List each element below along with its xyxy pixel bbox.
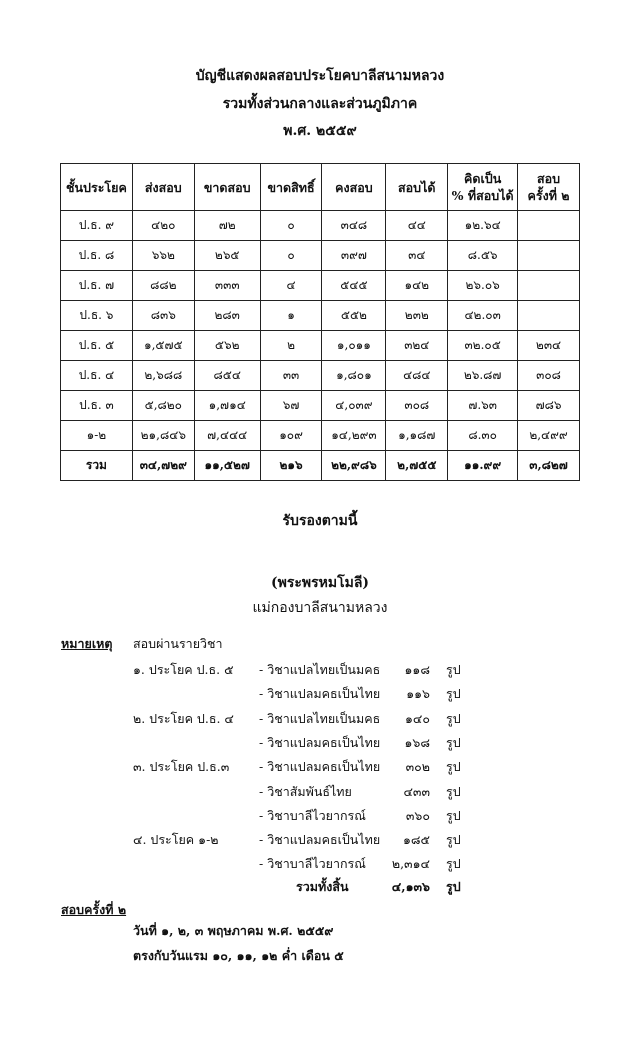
remarks-count: ๑๘๕: [402, 832, 430, 847]
table-cell: ๘๓๖: [132, 301, 194, 331]
document-subtitle: รวมทั้งส่วนกลางและส่วนภูมิภาค: [222, 96, 418, 112]
table-cell: ๓,๘๒๗: [518, 451, 580, 481]
table-cell: ๐: [260, 211, 322, 241]
table-cell: ๑,๗๑๔: [194, 391, 260, 421]
table-cell: ๒๒,๙๘๖: [322, 451, 386, 481]
table-cell: ป.ธ. ๘: [61, 241, 133, 271]
remarks-subject: - วิชาแปลไทยเป็นมคธ: [259, 711, 381, 726]
table-cell: ๘๕๔: [194, 361, 260, 391]
second-exam-lunar: ตรงกับวันแรม ๑๐, ๑๑, ๑๒ ค่ำ เดือน ๕: [133, 948, 344, 963]
remarks-unit: รูป: [446, 759, 461, 774]
remarks-group-label: ๔. ประโยค ๑-๒: [133, 832, 219, 847]
table-row: [61, 211, 580, 241]
header-cell: คิดเป็น % ที่สอบได้: [448, 164, 518, 211]
remarks-total-count: ๔,๑๓๖: [391, 879, 430, 894]
table-cell: ๓๒๔: [386, 331, 448, 361]
remarks-count: ๑๑๖: [406, 686, 430, 701]
remarks-unit: รูป: [446, 662, 461, 677]
table-header-row: [61, 164, 580, 211]
remarks-count: ๑๑๘: [404, 662, 430, 677]
table-cell: ๔๘๔: [386, 361, 448, 391]
remarks-total-unit: รูป: [446, 879, 461, 894]
table-cell: ๒๑,๘๔๖: [132, 421, 194, 451]
remarks-subject: - วิชาบาลีไวยากรณ์: [259, 856, 366, 871]
table-row: [61, 331, 580, 361]
remarks-subject: - วิชาแปลมคธเป็นไทย: [259, 735, 381, 750]
table-cell: ๑๔,๒๙๓: [322, 421, 386, 451]
table-cell: ๖๗: [260, 391, 322, 421]
table-cell: ๕๖๒: [194, 331, 260, 361]
table-cell: ๓๓๓: [194, 271, 260, 301]
remarks-label: หมายเหตุ: [61, 636, 113, 651]
table-cell: ๗.๖๓: [448, 391, 518, 421]
table-cell: ๓๔,๗๒๙: [132, 451, 194, 481]
table-row: [61, 241, 580, 271]
table-cell: ๑๑,๕๒๗: [194, 451, 260, 481]
table-body: [61, 211, 580, 481]
signer-position: แม่กองบาลีสนามหลวง: [252, 600, 388, 616]
table-cell: ๗๒: [194, 211, 260, 241]
table-cell: ๑-๒: [61, 421, 133, 451]
remarks-group-label: ๑. ประโยค ป.ธ. ๕: [133, 662, 234, 677]
table-cell: ๔๒.๐๓: [448, 301, 518, 331]
table-cell: ป.ธ. ๓: [61, 391, 133, 421]
table-cell: ๓๐๘: [386, 391, 448, 421]
remarks-count: ๑๖๘: [404, 735, 430, 750]
table-row: [61, 421, 580, 451]
table-cell: ๒๓๒: [386, 301, 448, 331]
remarks-group-label: ๒. ประโยค ป.ธ. ๔: [133, 711, 234, 726]
table-cell: ๘.๓๐: [448, 421, 518, 451]
remarks-unit: รูป: [446, 735, 461, 750]
table-cell: ๒๖.๐๖: [448, 271, 518, 301]
table-cell: ๑๒.๖๔: [448, 211, 518, 241]
table-cell: ๑,๐๑๑: [322, 331, 386, 361]
remarks-count: ๒,๓๑๔: [391, 856, 430, 871]
remarks-count: ๔๓๓: [403, 784, 430, 799]
table-row: [61, 301, 580, 331]
table-row: [61, 271, 580, 301]
remarks-subject: - วิชาแปลไทยเป็นมคธ: [259, 662, 381, 677]
header-cell: ชั้นประโยค: [61, 164, 133, 211]
table-cell: ๓๐๘: [518, 361, 580, 391]
remarks-unit: รูป: [446, 832, 461, 847]
table-cell: ๒,๗๕๕: [386, 451, 448, 481]
results-table: [60, 163, 580, 481]
table-cell: ป.ธ. ๗: [61, 271, 133, 301]
table-cell: ๑๐๙: [260, 421, 322, 451]
table-cell: ๒๖.๘๗: [448, 361, 518, 391]
table-cell: ๒,๔๙๙: [518, 421, 580, 451]
table-cell: ๑,๘๐๑: [322, 361, 386, 391]
remarks-unit: รูป: [446, 686, 461, 701]
table-cell: ๖๖๒: [132, 241, 194, 271]
remarks-count: ๓๖๐: [405, 808, 430, 823]
table-cell: ๘๘๒: [132, 271, 194, 301]
table-cell: ๗,๔๔๔: [194, 421, 260, 451]
header-cell: สอบได้: [386, 164, 448, 211]
table-cell: ๔,๐๓๙: [322, 391, 386, 421]
remarks-count: ๑๔๐: [404, 711, 430, 726]
table-cell: ๒,๖๘๘: [132, 361, 194, 391]
table-cell: ป.ธ. ๔: [61, 361, 133, 391]
table-cell: ๓๓: [260, 361, 322, 391]
second-exam-label: สอบครั้งที่ ๒: [61, 902, 127, 917]
table-cell: ๑๔๒: [386, 271, 448, 301]
header-cell: สอบ ครั้งที่ ๒: [518, 164, 580, 211]
table-cell: ๑: [260, 301, 322, 331]
table-cell: ป.ธ. ๕: [61, 331, 133, 361]
table-row: [61, 361, 580, 391]
remarks-unit: รูป: [446, 808, 461, 823]
table-cell: ๕๕๒: [322, 301, 386, 331]
header-cell: ส่งสอบ: [132, 164, 194, 211]
remarks-intro: สอบผ่านรายวิชา: [133, 636, 223, 651]
table-cell: ๓๙๗: [322, 241, 386, 271]
remarks-subject: - วิชาแปลมคธเป็นไทย: [259, 832, 381, 847]
table-cell: [518, 301, 580, 331]
table-cell: ๔: [260, 271, 322, 301]
table-cell: ๒๖๕: [194, 241, 260, 271]
header-cell: ขาดสิทธิ์: [260, 164, 322, 211]
header-cell: ขาดสอบ: [194, 164, 260, 211]
table-cell: [518, 211, 580, 241]
remarks-subject: - วิชาแปลมคธเป็นไทย: [259, 686, 381, 701]
remarks-unit: รูป: [446, 856, 461, 871]
remarks-group-label: ๓. ประโยค ป.ธ.๓: [133, 759, 230, 774]
header-cell: คงสอบ: [322, 164, 386, 211]
table-cell: ๔๔: [386, 211, 448, 241]
table-cell: ๑,๑๘๗: [386, 421, 448, 451]
table-cell: ๒๘๓: [194, 301, 260, 331]
document-year: พ.ศ. ๒๕๕๙: [283, 123, 357, 139]
table-cell: ๒: [260, 331, 322, 361]
second-exam-date: วันที่ ๑, ๒, ๓ พฤษภาคม พ.ศ. ๒๕๕๙: [133, 923, 334, 938]
signer-name: (พระพรหมโมลี): [270, 575, 370, 591]
remarks-subject: - วิชาแปลมคธเป็นไทย: [259, 759, 381, 774]
table-cell: รวม: [61, 451, 133, 481]
table-cell: ๒๑๖: [260, 451, 322, 481]
table-cell: ๓๒.๐๕: [448, 331, 518, 361]
table-row: [61, 391, 580, 421]
remarks-subject: - วิชาสัมพันธ์ไทย: [259, 784, 352, 799]
table-cell: ๑,๕๗๕: [132, 331, 194, 361]
table-cell: ๒๓๔: [518, 331, 580, 361]
remarks-total-label: รวมทั้งสิ้น: [296, 879, 349, 894]
document-title: บัญชีแสดงผลสอบประโยคบาลีสนามหลวง: [195, 68, 445, 84]
remarks-subject: - วิชาบาลีไวยากรณ์: [259, 808, 366, 823]
table-cell: ๐: [260, 241, 322, 271]
table-total-row: [61, 451, 580, 481]
table-cell: ๕๔๕: [322, 271, 386, 301]
table-cell: ๑๑.๙๙: [448, 451, 518, 481]
remarks-unit: รูป: [446, 711, 461, 726]
table-cell: [518, 241, 580, 271]
certification-text: รับรองตามนี้: [282, 513, 358, 529]
table-cell: ๓๔: [386, 241, 448, 271]
table-cell: ๔๒๐: [132, 211, 194, 241]
table-cell: ๘.๕๖: [448, 241, 518, 271]
table-cell: ป.ธ. ๙: [61, 211, 133, 241]
table-cell: ๓๔๘: [322, 211, 386, 241]
remarks-count: ๓๐๒: [405, 759, 430, 774]
table-cell: ๗๘๖: [518, 391, 580, 421]
table-cell: [518, 271, 580, 301]
remarks-unit: รูป: [446, 784, 461, 799]
table-cell: ป.ธ. ๖: [61, 301, 133, 331]
table-cell: ๕,๘๒๐: [132, 391, 194, 421]
